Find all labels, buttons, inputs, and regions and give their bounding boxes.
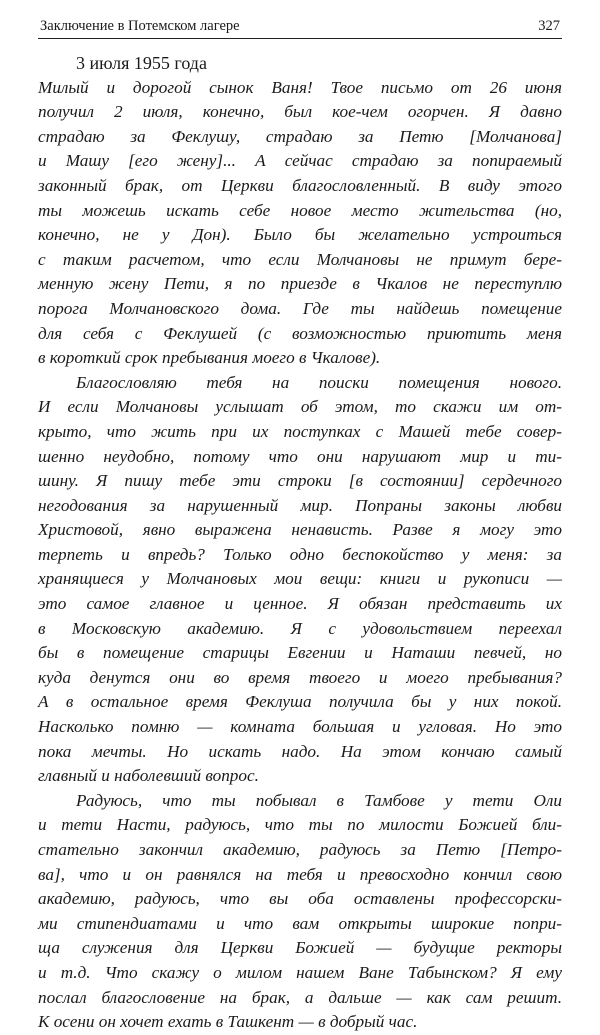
text-line: Насколько помню — комната большая и угловая. Но это [38, 717, 562, 737]
paragraph-3 [38, 789, 562, 1035]
text-line: шину. Я пишу тебе эти строки [в состоянии] сердечного [38, 471, 562, 491]
text-line: А в остальное время Феклуша получила бы у них покой. [38, 692, 562, 712]
chapter-title: Заключение в Потемском лагере [40, 18, 240, 34]
text-line: в Московскую академию. Я с удовольствием переехал [38, 618, 562, 638]
text-line: страдаю за Феклушу, страдаю за Петю [Молчанова] [38, 126, 562, 146]
text-line: крыто, что жить при их поступках с Машей тебе совер- [38, 421, 562, 441]
letter-text [38, 76, 562, 1035]
text-line: Христовой, явно выражена ненависть. Разве я могу это [38, 520, 562, 540]
text-line: шенно неудобно, потому что они нарушают мир и ти- [38, 446, 562, 466]
text-line: ща служения для Церкви Божией — будущие ректоры [38, 938, 562, 958]
text-line: для себя с Феклушей (с возможностью приютить меня [38, 323, 562, 343]
text-line: главный и наболевший вопрос. [38, 766, 259, 786]
text-line: менную жену Пети, я по приезде в Чкалов не переступлю [38, 274, 562, 294]
text-line: и тети Насти, радуюсь, что ты по милости Божией бли- [38, 815, 562, 835]
book-page [38, 14, 562, 1035]
text-line: получил 2 июля, конечно, был кое-чем огорчен. Я давно [38, 102, 562, 122]
text-line: негодования за нарушенный мир. Попраны законы любви [38, 495, 562, 515]
text-line: ва], что и он равнялся на тебя и превосходно кончил свою [38, 864, 562, 884]
paragraph-1 [38, 76, 562, 371]
text-line: куда денутся они во время твоего и моего пребывания? [38, 667, 562, 687]
text-line: законный брак, от Церкви благословленный. В виду этого [38, 175, 562, 195]
text-line: хранящиеся у Молчановых мои вещи: книги и рукописи — [38, 569, 562, 589]
text-line: К осени он хочет ехать в Ташкент — в добрый час. [38, 1012, 418, 1032]
text-line: академию, радуюсь, что вы оба оставлены профессорски- [38, 889, 562, 909]
text-line: Радуюсь, что ты побывал в Тамбове у тети Оли [76, 790, 562, 810]
text-line: И если Молчановы услышат об этом, то скажи им от- [38, 397, 562, 417]
text-line: ми стипендиатами и что вам открыты широкие попри- [38, 913, 562, 933]
running-header [38, 14, 562, 39]
text-line: бы в помещение старицы Евгении и Наташи певчей, но [38, 643, 562, 663]
text-line: ты можешь искать себе новое место жительства (но, [38, 200, 562, 220]
page-number: 327 [538, 18, 560, 34]
text-line: и Машу [его жену]... А сейчас страдаю за попираемый [38, 151, 562, 171]
text-line: в короткий срок пребывания моего в Чкалове). [38, 348, 381, 368]
text-line: пока мечты. Но искать надо. На этом кончаю самый [38, 741, 562, 761]
text-line: это самое главное и ценное. Я обязан представить их [38, 594, 562, 614]
text-line: порога Молчановского дома. Где ты найдешь помещение [38, 298, 562, 318]
text-line: послал благословение на брак, а дальше — как сам решит. [38, 987, 562, 1007]
letter-body [38, 51, 562, 1035]
letter-date: 3 июля 1955 года [76, 53, 207, 73]
text-line: стательно закончил академию, радуюсь за Петю [Петро- [38, 840, 562, 859]
text-line: с таким расчетом, что если Молчановы не примут бере- [38, 249, 562, 269]
paragraph-2 [38, 371, 562, 789]
text-line: и т.д. Что скажу о милом нашем Ване Табынском? Я ему [38, 962, 562, 982]
text-line: Благословляю тебя на поиски помещения нового. [76, 372, 562, 392]
text-line: терпеть и впредь? Только одно беспокойство у меня: за [38, 544, 562, 564]
text-line: конечно, не у Дон). Было бы желательно устроиться [38, 225, 562, 245]
text-line: Милый и дорогой сынок Ваня! Твое письмо от 26 июня [38, 77, 562, 97]
